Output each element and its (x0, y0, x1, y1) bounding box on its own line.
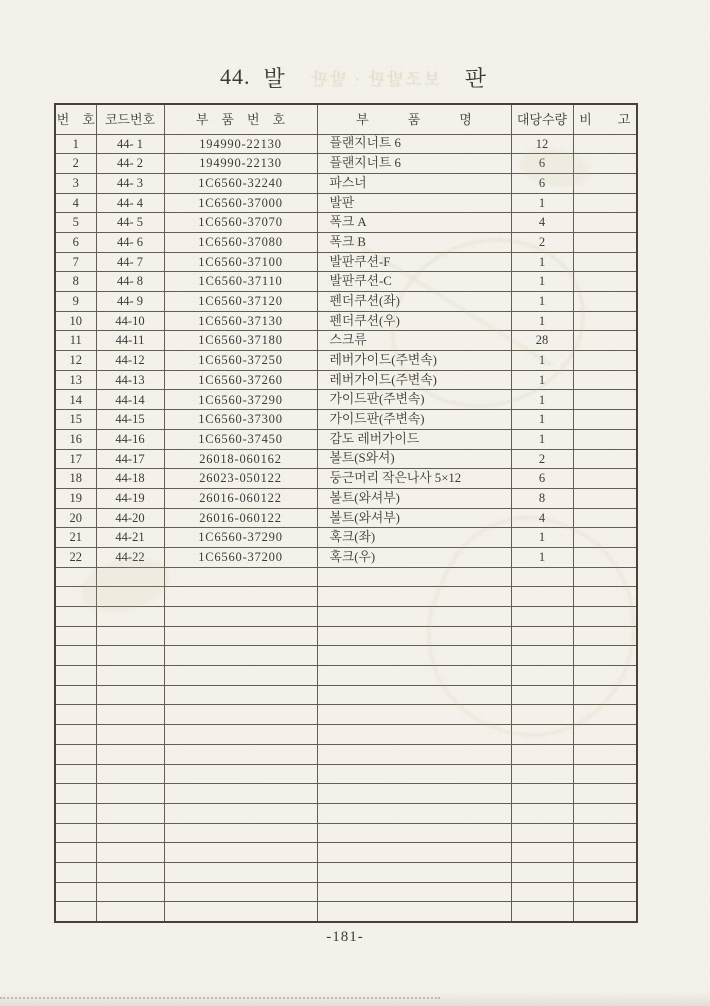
cell-part_no: 1C6560-37130 (164, 311, 317, 331)
cell-empty (317, 902, 511, 922)
cell-empty (573, 705, 637, 725)
cell-note (573, 232, 637, 252)
cell-note (573, 488, 637, 508)
scan-edge-line (0, 997, 440, 999)
cell-no: 21 (55, 528, 96, 548)
cell-qty: 6 (511, 469, 573, 489)
cell-empty (511, 803, 573, 823)
cell-empty (96, 587, 164, 607)
parts-table-body (55, 134, 637, 922)
table-row (55, 252, 637, 272)
cell-empty (55, 744, 96, 764)
cell-code: 44- 1 (96, 134, 164, 154)
cell-empty (96, 882, 164, 902)
cell-name: 파스너 (317, 173, 511, 193)
cell-qty: 1 (511, 311, 573, 331)
cell-empty (511, 902, 573, 922)
cell-empty (573, 744, 637, 764)
table-row (55, 193, 637, 213)
cell-empty (511, 784, 573, 804)
cell-empty (573, 567, 637, 587)
cell-empty (573, 646, 637, 666)
column-header-3: 부 품 명 (317, 104, 511, 134)
cell-name: 볼트(와셔부) (317, 488, 511, 508)
cell-empty (317, 705, 511, 725)
title-word-right: 판 (464, 65, 487, 91)
cell-empty (511, 823, 573, 843)
cell-empty (164, 685, 317, 705)
cell-code: 44- 9 (96, 292, 164, 312)
cell-empty (573, 607, 637, 627)
cell-note (573, 469, 637, 489)
cell-empty (55, 902, 96, 922)
table-row-empty (55, 882, 637, 902)
cell-code: 44-18 (96, 469, 164, 489)
table-row (55, 429, 637, 449)
cell-empty (317, 784, 511, 804)
table-row (55, 134, 637, 154)
cell-empty (96, 862, 164, 882)
cell-empty (164, 567, 317, 587)
cell-empty (511, 764, 573, 784)
cell-qty: 28 (511, 331, 573, 351)
cell-empty (96, 784, 164, 804)
cell-empty (511, 725, 573, 745)
cell-empty (511, 587, 573, 607)
cell-note (573, 252, 637, 272)
cell-empty (55, 803, 96, 823)
cell-no: 17 (55, 449, 96, 469)
cell-empty (317, 646, 511, 666)
parts-table-header (55, 104, 637, 134)
cell-empty (317, 567, 511, 587)
cell-name: 폭크 A (317, 213, 511, 233)
table-row-empty (55, 843, 637, 863)
cell-part_no: 194990-22130 (164, 154, 317, 174)
cell-qty: 1 (511, 351, 573, 371)
page-number: -181- (326, 929, 364, 945)
cell-name: 감도 레버가이드 (317, 429, 511, 449)
cell-empty (96, 843, 164, 863)
cell-no: 10 (55, 311, 96, 331)
cell-qty: 1 (511, 547, 573, 567)
cell-qty: 1 (511, 390, 573, 410)
cell-note (573, 331, 637, 351)
cell-empty (511, 705, 573, 725)
cell-code: 44-11 (96, 331, 164, 351)
cell-empty (55, 705, 96, 725)
cell-empty (511, 685, 573, 705)
cell-name: 플랜지너트 6 (317, 134, 511, 154)
cell-no: 14 (55, 390, 96, 410)
table-row (55, 173, 637, 193)
cell-empty (317, 587, 511, 607)
cell-empty (55, 784, 96, 804)
cell-code: 44- 4 (96, 193, 164, 213)
cell-code: 44- 2 (96, 154, 164, 174)
table-row (55, 390, 637, 410)
table-row-empty (55, 803, 637, 823)
table-row (55, 508, 637, 528)
cell-no: 1 (55, 134, 96, 154)
table-row-empty (55, 587, 637, 607)
cell-no: 20 (55, 508, 96, 528)
cell-empty (96, 666, 164, 686)
cell-note (573, 193, 637, 213)
cell-code: 44-13 (96, 370, 164, 390)
cell-empty (55, 843, 96, 863)
table-row (55, 351, 637, 371)
cell-part_no: 1C6560-37110 (164, 272, 317, 292)
cell-empty (573, 666, 637, 686)
cell-note (573, 449, 637, 469)
cell-empty (573, 862, 637, 882)
cell-no: 4 (55, 193, 96, 213)
cell-empty (317, 764, 511, 784)
cell-empty (96, 646, 164, 666)
table-row-empty (55, 567, 637, 587)
table-row (55, 292, 637, 312)
table-row-empty (55, 784, 637, 804)
cell-name: 플랜지너트 6 (317, 154, 511, 174)
table-row-empty (55, 725, 637, 745)
cell-qty: 1 (511, 410, 573, 430)
cell-empty (573, 685, 637, 705)
cell-empty (55, 587, 96, 607)
header-row (55, 104, 637, 134)
cell-qty: 8 (511, 488, 573, 508)
table-row-empty (55, 666, 637, 686)
cell-qty: 2 (511, 232, 573, 252)
table-row-empty (55, 626, 637, 646)
cell-code: 44- 5 (96, 213, 164, 233)
cell-empty (96, 803, 164, 823)
cell-code: 44-20 (96, 508, 164, 528)
cell-note (573, 410, 637, 430)
title-word-left: 발 (263, 65, 285, 91)
cell-empty (511, 567, 573, 587)
cell-empty (164, 705, 317, 725)
cell-empty (164, 626, 317, 646)
cell-part_no: 1C6560-37250 (164, 351, 317, 371)
cell-empty (511, 744, 573, 764)
cell-note (573, 508, 637, 528)
page-title (220, 62, 486, 92)
cell-empty (317, 685, 511, 705)
cell-no: 22 (55, 547, 96, 567)
column-header-4: 대당수량 (511, 104, 573, 134)
cell-empty (164, 587, 317, 607)
cell-empty (55, 862, 96, 882)
table-row (55, 154, 637, 174)
cell-empty (164, 902, 317, 922)
cell-part_no: 26016-060122 (164, 488, 317, 508)
parts-table (54, 103, 638, 923)
table-row-empty (55, 902, 637, 922)
cell-qty: 4 (511, 508, 573, 528)
cell-empty (573, 803, 637, 823)
cell-note (573, 528, 637, 548)
table-row-empty (55, 744, 637, 764)
cell-empty (55, 646, 96, 666)
cell-no: 9 (55, 292, 96, 312)
cell-empty (96, 685, 164, 705)
cell-empty (164, 843, 317, 863)
cell-qty: 2 (511, 449, 573, 469)
cell-name: 둥근머리 작은나사 5×12 (317, 469, 511, 489)
cell-empty (55, 685, 96, 705)
cell-note (573, 173, 637, 193)
table-row-empty (55, 685, 637, 705)
cell-empty (511, 607, 573, 627)
cell-note (573, 311, 637, 331)
cell-part_no: 1C6560-37120 (164, 292, 317, 312)
column-header-5: 비 고 (573, 104, 637, 134)
cell-note (573, 292, 637, 312)
cell-part_no: 1C6560-32240 (164, 173, 317, 193)
cell-no: 7 (55, 252, 96, 272)
cell-part_no: 1C6560-37450 (164, 429, 317, 449)
cell-qty: 1 (511, 193, 573, 213)
cell-code: 44- 3 (96, 173, 164, 193)
cell-qty: 6 (511, 154, 573, 174)
cell-empty (573, 764, 637, 784)
cell-empty (573, 587, 637, 607)
cell-note (573, 134, 637, 154)
cell-empty (55, 764, 96, 784)
cell-empty (573, 784, 637, 804)
cell-part_no: 1C6560-37070 (164, 213, 317, 233)
cell-empty (164, 646, 317, 666)
cell-empty (55, 607, 96, 627)
cell-name: 가이드판(주변속) (317, 390, 511, 410)
cell-empty (511, 666, 573, 686)
cell-name: 혹크(좌) (317, 528, 511, 548)
cell-qty: 6 (511, 173, 573, 193)
cell-name: 스크류 (317, 331, 511, 351)
cell-empty (96, 823, 164, 843)
cell-qty: 1 (511, 252, 573, 272)
cell-empty (164, 607, 317, 627)
cell-empty (317, 882, 511, 902)
cell-part_no: 1C6560-37180 (164, 331, 317, 351)
cell-qty: 1 (511, 370, 573, 390)
cell-qty: 4 (511, 213, 573, 233)
cell-qty: 1 (511, 292, 573, 312)
cell-part_no: 26018-060162 (164, 449, 317, 469)
cell-name: 레버가이드(주변속) (317, 370, 511, 390)
table-row-empty (55, 862, 637, 882)
cell-note (573, 370, 637, 390)
cell-no: 18 (55, 469, 96, 489)
cell-no: 3 (55, 173, 96, 193)
cell-part_no: 1C6560-37290 (164, 390, 317, 410)
table-row (55, 469, 637, 489)
cell-code: 44- 7 (96, 252, 164, 272)
cell-empty (164, 725, 317, 745)
cell-empty (164, 744, 317, 764)
cell-empty (511, 862, 573, 882)
cell-code: 44-22 (96, 547, 164, 567)
table-row (55, 232, 637, 252)
cell-empty (55, 666, 96, 686)
cell-no: 8 (55, 272, 96, 292)
cell-name: 발판쿠션-C (317, 272, 511, 292)
cell-note (573, 390, 637, 410)
cell-empty (317, 803, 511, 823)
cell-part_no: 1C6560-37200 (164, 547, 317, 567)
section-number: 44. (220, 64, 251, 89)
cell-empty (96, 567, 164, 587)
cell-part_no: 1C6560-37300 (164, 410, 317, 430)
table-row (55, 528, 637, 548)
cell-qty: 1 (511, 429, 573, 449)
cell-name: 발판쿠션-F (317, 252, 511, 272)
table-row-empty (55, 764, 637, 784)
cell-no: 12 (55, 351, 96, 371)
cell-empty (573, 626, 637, 646)
cell-empty (317, 626, 511, 646)
cell-name: 가이드판(주변속) (317, 410, 511, 430)
cell-empty (573, 843, 637, 863)
cell-empty (164, 862, 317, 882)
cell-name: 혹크(우) (317, 547, 511, 567)
cell-note (573, 154, 637, 174)
table-row-empty (55, 607, 637, 627)
cell-code: 44-21 (96, 528, 164, 548)
cell-empty (573, 902, 637, 922)
cell-code: 44- 6 (96, 232, 164, 252)
cell-empty (573, 725, 637, 745)
cell-empty (55, 823, 96, 843)
cell-empty (96, 725, 164, 745)
cell-name: 발판 (317, 193, 511, 213)
column-header-2: 부 품 번 호 (164, 104, 317, 134)
cell-note (573, 351, 637, 371)
cell-empty (511, 626, 573, 646)
cell-part_no: 194990-22130 (164, 134, 317, 154)
scan-edge-shadow (0, 992, 710, 1006)
cell-name: 볼트(와셔부) (317, 508, 511, 528)
cell-empty (55, 725, 96, 745)
cell-empty (317, 823, 511, 843)
bleed-through-title-text: 보조발판 · 발판 (309, 69, 441, 89)
cell-note (573, 429, 637, 449)
cell-empty (164, 882, 317, 902)
cell-empty (164, 784, 317, 804)
table-row-empty (55, 823, 637, 843)
cell-empty (573, 882, 637, 902)
cell-qty: 1 (511, 272, 573, 292)
table-row (55, 547, 637, 567)
table-row (55, 331, 637, 351)
cell-no: 15 (55, 410, 96, 430)
cell-no: 19 (55, 488, 96, 508)
cell-empty (511, 646, 573, 666)
cell-empty (55, 626, 96, 646)
cell-empty (317, 725, 511, 745)
cell-qty: 12 (511, 134, 573, 154)
cell-empty (96, 744, 164, 764)
cell-empty (164, 666, 317, 686)
cell-empty (317, 666, 511, 686)
cell-empty (55, 882, 96, 902)
cell-no: 6 (55, 232, 96, 252)
cell-empty (96, 626, 164, 646)
table-row (55, 410, 637, 430)
cell-name: 폭크 B (317, 232, 511, 252)
cell-empty (96, 705, 164, 725)
cell-note (573, 213, 637, 233)
table-row (55, 213, 637, 233)
cell-name: 볼트(S와셔) (317, 449, 511, 469)
cell-code: 44-16 (96, 429, 164, 449)
cell-empty (317, 843, 511, 863)
cell-empty (96, 607, 164, 627)
cell-empty (164, 823, 317, 843)
cell-no: 2 (55, 154, 96, 174)
cell-part_no: 1C6560-37100 (164, 252, 317, 272)
cell-part_no: 1C6560-37080 (164, 232, 317, 252)
table-row (55, 370, 637, 390)
cell-code: 44- 8 (96, 272, 164, 292)
cell-part_no: 1C6560-37290 (164, 528, 317, 548)
cell-no: 16 (55, 429, 96, 449)
cell-empty (317, 862, 511, 882)
cell-no: 13 (55, 370, 96, 390)
cell-part_no: 26016-060122 (164, 508, 317, 528)
cell-qty: 1 (511, 528, 573, 548)
cell-name: 레버가이드(주변속) (317, 351, 511, 371)
cell-part_no: 1C6560-37000 (164, 193, 317, 213)
cell-empty (55, 567, 96, 587)
table-row-empty (55, 705, 637, 725)
table-row (55, 272, 637, 292)
column-header-1: 코드번호 (96, 104, 164, 134)
cell-empty (317, 607, 511, 627)
cell-name: 펜더쿠션(우) (317, 311, 511, 331)
cell-no: 11 (55, 331, 96, 351)
cell-code: 44-15 (96, 410, 164, 430)
cell-no: 5 (55, 213, 96, 233)
cell-code: 44-17 (96, 449, 164, 469)
table-row (55, 488, 637, 508)
column-header-0: 번 호 (55, 104, 96, 134)
cell-empty (511, 843, 573, 863)
cell-code: 44-14 (96, 390, 164, 410)
table-row (55, 311, 637, 331)
cell-empty (511, 882, 573, 902)
cell-empty (96, 902, 164, 922)
table-row (55, 449, 637, 469)
cell-empty (96, 764, 164, 784)
cell-note (573, 547, 637, 567)
cell-code: 44-12 (96, 351, 164, 371)
table-row-empty (55, 646, 637, 666)
cell-part_no: 26023-050122 (164, 469, 317, 489)
cell-empty (164, 764, 317, 784)
cell-code: 44-19 (96, 488, 164, 508)
cell-note (573, 272, 637, 292)
cell-name: 펜더쿠션(좌) (317, 292, 511, 312)
cell-empty (164, 803, 317, 823)
cell-empty (317, 744, 511, 764)
cell-code: 44-10 (96, 311, 164, 331)
cell-part_no: 1C6560-37260 (164, 370, 317, 390)
cell-empty (573, 823, 637, 843)
